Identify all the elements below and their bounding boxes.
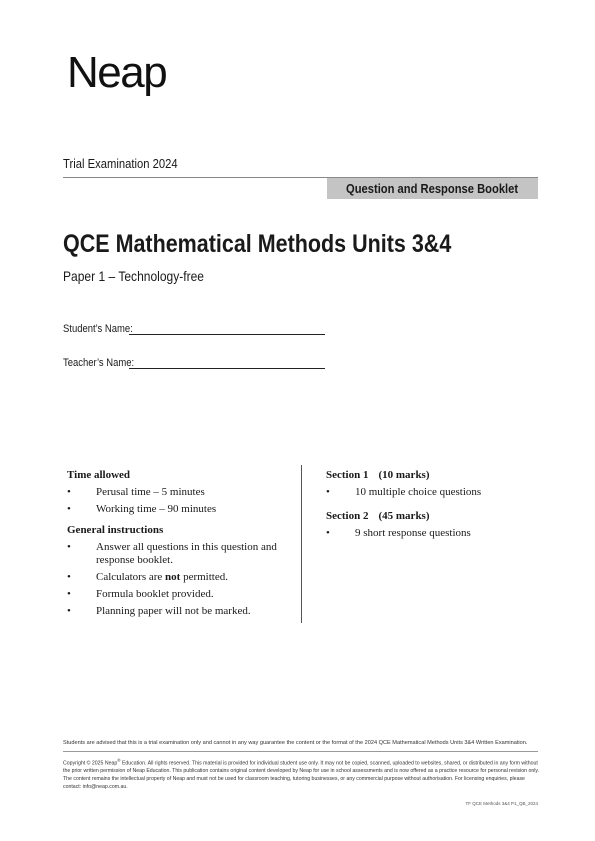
document-code: TF QCE Methods 3&4 P1_QB_2024 <box>465 801 538 806</box>
neap-logo: Neap <box>67 48 167 97</box>
teacher-name-label: Teacher’s Name: <box>63 357 135 369</box>
student-name-label: Student’s Name: <box>63 323 133 335</box>
section-1-heading: Section 1 (10 marks) <box>326 469 430 481</box>
section-2-heading: Section 2 (45 marks) <box>326 510 430 522</box>
list-item: • Planning paper will not be marked. <box>67 605 251 617</box>
student-name-field[interactable] <box>63 323 325 335</box>
sections-column <box>326 469 546 546</box>
footer-rule <box>63 751 538 752</box>
paper-subtitle: Paper 1 – Technology-free <box>63 268 205 284</box>
list-item: • Calculators are not permitted. <box>67 571 228 583</box>
list-item: • 10 multiple choice questions <box>326 486 482 498</box>
booklet-type-label: Question and Response Booklet <box>346 181 519 196</box>
list-item: • Answer all questions in this question and response booklet. <box>67 541 277 566</box>
section-1-list <box>326 486 546 499</box>
page-title: QCE Mathematical Methods Units 3&4 <box>63 230 452 258</box>
teacher-name-line[interactable] <box>129 358 325 369</box>
disclaimer-note: Students are advised that this is a trial examination only and cannot in any way guarantee the content or the format of the 2024 QCE Mathematical Methods Units 3&4 Written Examination. <box>63 740 528 746</box>
teacher-name-field[interactable] <box>63 357 325 369</box>
student-name-line[interactable] <box>129 324 325 335</box>
time-allowed-list <box>67 486 295 516</box>
general-instructions-list <box>67 541 295 618</box>
copyright-notice: Copyright © 2025 Neap® Education. All rights reserved. This material is provided for individual student use only. It may not be copied, scanned, uploaded to websites, shared, or distributed in any form without the prior written permission of Neap Education. This publication contains original content developed by Neap for use in school assessments and is now offered as a practice resource for personal revision only. The content remains the intellectual property of Neap and must not be used for classroom teaching, tutoring businesses, or any commercial purpose without authorisation. For licensing enquiries, please contact: info@neap.com.au. <box>63 758 540 790</box>
list-item: • Formula booklet provided. <box>67 588 214 600</box>
instructions-column <box>67 469 295 624</box>
column-divider <box>301 465 302 623</box>
general-instructions-heading: General instructions <box>67 524 164 536</box>
time-allowed-heading: Time allowed <box>67 469 131 481</box>
trial-examination-label: Trial Examination 2024 <box>63 157 178 171</box>
section-2-list <box>326 527 546 540</box>
list-item: • Perusal time – 5 minutes <box>67 486 205 498</box>
list-item: • Working time – 90 minutes <box>67 503 217 515</box>
list-item: • 9 short response questions <box>326 527 471 539</box>
booklet-type-banner <box>327 178 538 199</box>
